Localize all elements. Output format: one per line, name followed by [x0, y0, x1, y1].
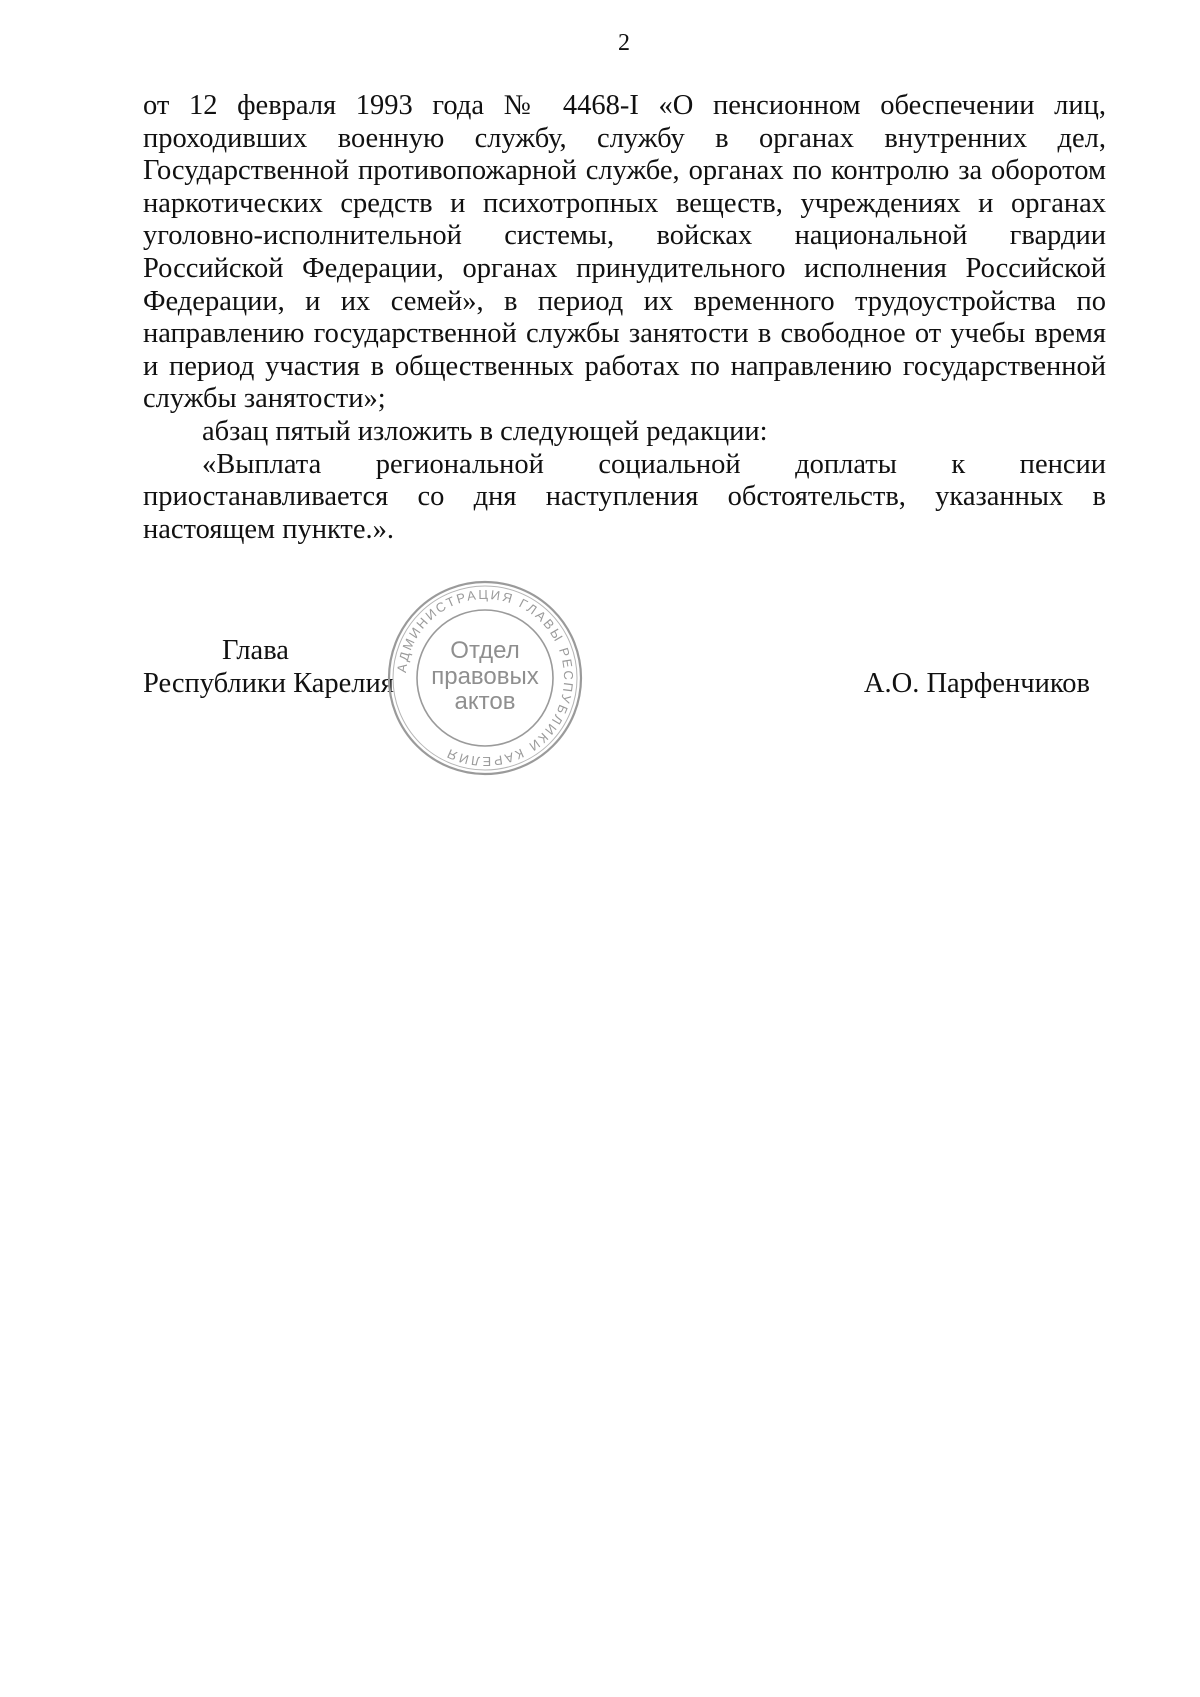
- page-number: 2: [618, 30, 630, 56]
- text-line: и период участия в общественных работах по направлению государственной: [143, 350, 1106, 382]
- stamp-center-line2: правовых: [431, 663, 539, 690]
- official-stamp: [385, 578, 585, 778]
- document-body: [143, 90, 1106, 546]
- text-line: настоящем пункте.».: [143, 513, 395, 545]
- paragraph-new-wording: [143, 449, 1106, 547]
- signatory-name: А.О. Парфенчиков: [863, 668, 1090, 699]
- stamp-center-line1: Отдел: [450, 637, 520, 664]
- text-line: службы занятости»;: [143, 383, 386, 415]
- text-line: Государственной противопожарной службе, органах по контролю за оборотом: [143, 155, 1106, 187]
- stamp-center-line3: актов: [454, 688, 516, 715]
- text-line: от 12 февраля 1993 года № 4468-I «О пенсионном обеспечении лиц,: [143, 90, 1106, 121]
- text-line: уголовно-исполнительной системы, войсках национальной гвардии: [143, 220, 1106, 252]
- text-line: направлению государственной службы занятости в свободное от учебы время: [143, 318, 1106, 350]
- signatory-title-line2: Республики Карелия: [143, 668, 394, 699]
- text-line: наркотических средств и психотропных веществ, учреждениях и органах: [143, 187, 1106, 219]
- text-line: Федерации, и их семей», в период их временного трудоустройства по: [143, 285, 1106, 317]
- stamp-ring-text: АДМИНИСТРАЦИЯ ГЛАВЫ РЕСПУБЛИКИ КАРЕЛИЯ: [394, 586, 577, 770]
- text-line: «Выплата региональной социальной доплаты к пенсии: [202, 448, 1106, 480]
- signature-block: [143, 635, 1106, 715]
- text-line: приостанавливается со дня наступления обстоятельств, указанных в: [143, 481, 1106, 513]
- paragraph-pension-law-reference: [143, 90, 1106, 416]
- signatory-title-line1: Глава: [222, 635, 289, 666]
- paragraph-amendment-instruction: абзац пятый изложить в следующей редакции:: [202, 415, 768, 447]
- text-line: проходивших военную службу, службу в органах внутренних дел,: [143, 122, 1106, 154]
- text-line: Российской Федерации, органах принудительного исполнения Российской: [143, 252, 1106, 284]
